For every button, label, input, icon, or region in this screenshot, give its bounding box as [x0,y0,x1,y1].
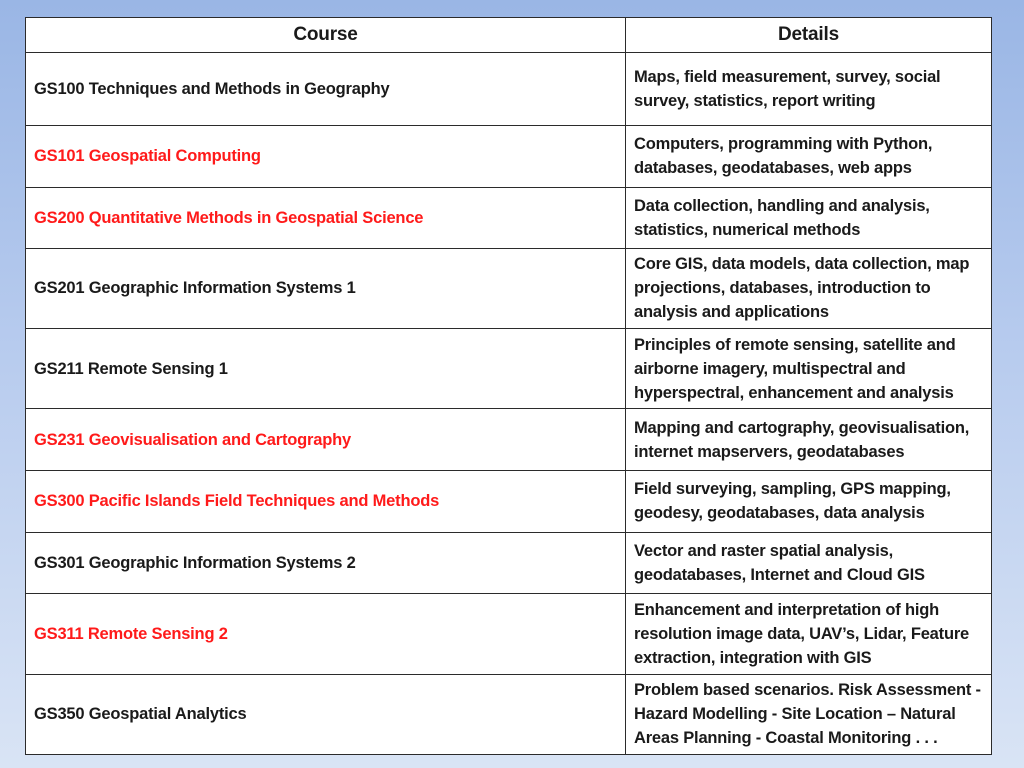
details-cell: Data collection, handling and analysis, statistics, numerical methods [626,187,992,248]
details-cell: Mapping and cartography, geovisualisation, internet mapservers, geodatabases [626,409,992,470]
details-cell: Vector and raster spatial analysis, geodatabases, Internet and Cloud GIS [626,532,992,593]
course-cell: GS350 Geospatial Analytics [26,674,626,754]
course-cell: GS311 Remote Sensing 2 [26,594,626,674]
course-table-container [25,17,991,755]
course-cell: GS301 Geographic Information Systems 2 [26,532,626,593]
table-row [26,248,992,328]
details-cell: Computers, programming with Python, databases, geodatabases, web apps [626,126,992,187]
table-header-row [26,18,992,53]
course-cell: GS100 Techniques and Methods in Geography [26,53,626,126]
details-cell: Enhancement and interpretation of high resolution image data, UAV’s, Lidar, Feature extraction, integration with GIS [626,594,992,674]
course-cell: GS231 Geovisualisation and Cartography [26,409,626,470]
course-cell: GS300 Pacific Islands Field Techniques and Methods [26,470,626,532]
details-cell: Principles of remote sensing, satellite and airborne imagery, multispectral and hyperspectral, enhancement and analysis [626,329,992,409]
course-cell: GS211 Remote Sensing 1 [26,329,626,409]
course-cell: GS200 Quantitative Methods in Geospatial Science [26,187,626,248]
table-row [26,409,992,470]
column-header-details: Details [626,18,992,53]
details-cell: Field surveying, sampling, GPS mapping, geodesy, geodatabases, data analysis [626,470,992,532]
course-cell: GS101 Geospatial Computing [26,126,626,187]
column-header-course: Course [26,18,626,53]
table-row [26,187,992,248]
details-cell: Problem based scenarios. Risk Assessment - Hazard Modelling - Site Location – Natural Areas Planning - Coastal Monitoring . . . [626,674,992,754]
table-row [26,53,992,126]
course-cell: GS201 Geographic Information Systems 1 [26,248,626,328]
table-row [26,594,992,674]
table-row [26,532,992,593]
details-cell: Maps, field measurement, survey, social survey, statistics, report writing [626,53,992,126]
table-row [26,674,992,754]
table-row [26,470,992,532]
course-table [25,17,992,755]
details-cell: Core GIS, data models, data collection, map projections, databases, introduction to analysis and applications [626,248,992,328]
table-row [26,126,992,187]
table-row [26,329,992,409]
